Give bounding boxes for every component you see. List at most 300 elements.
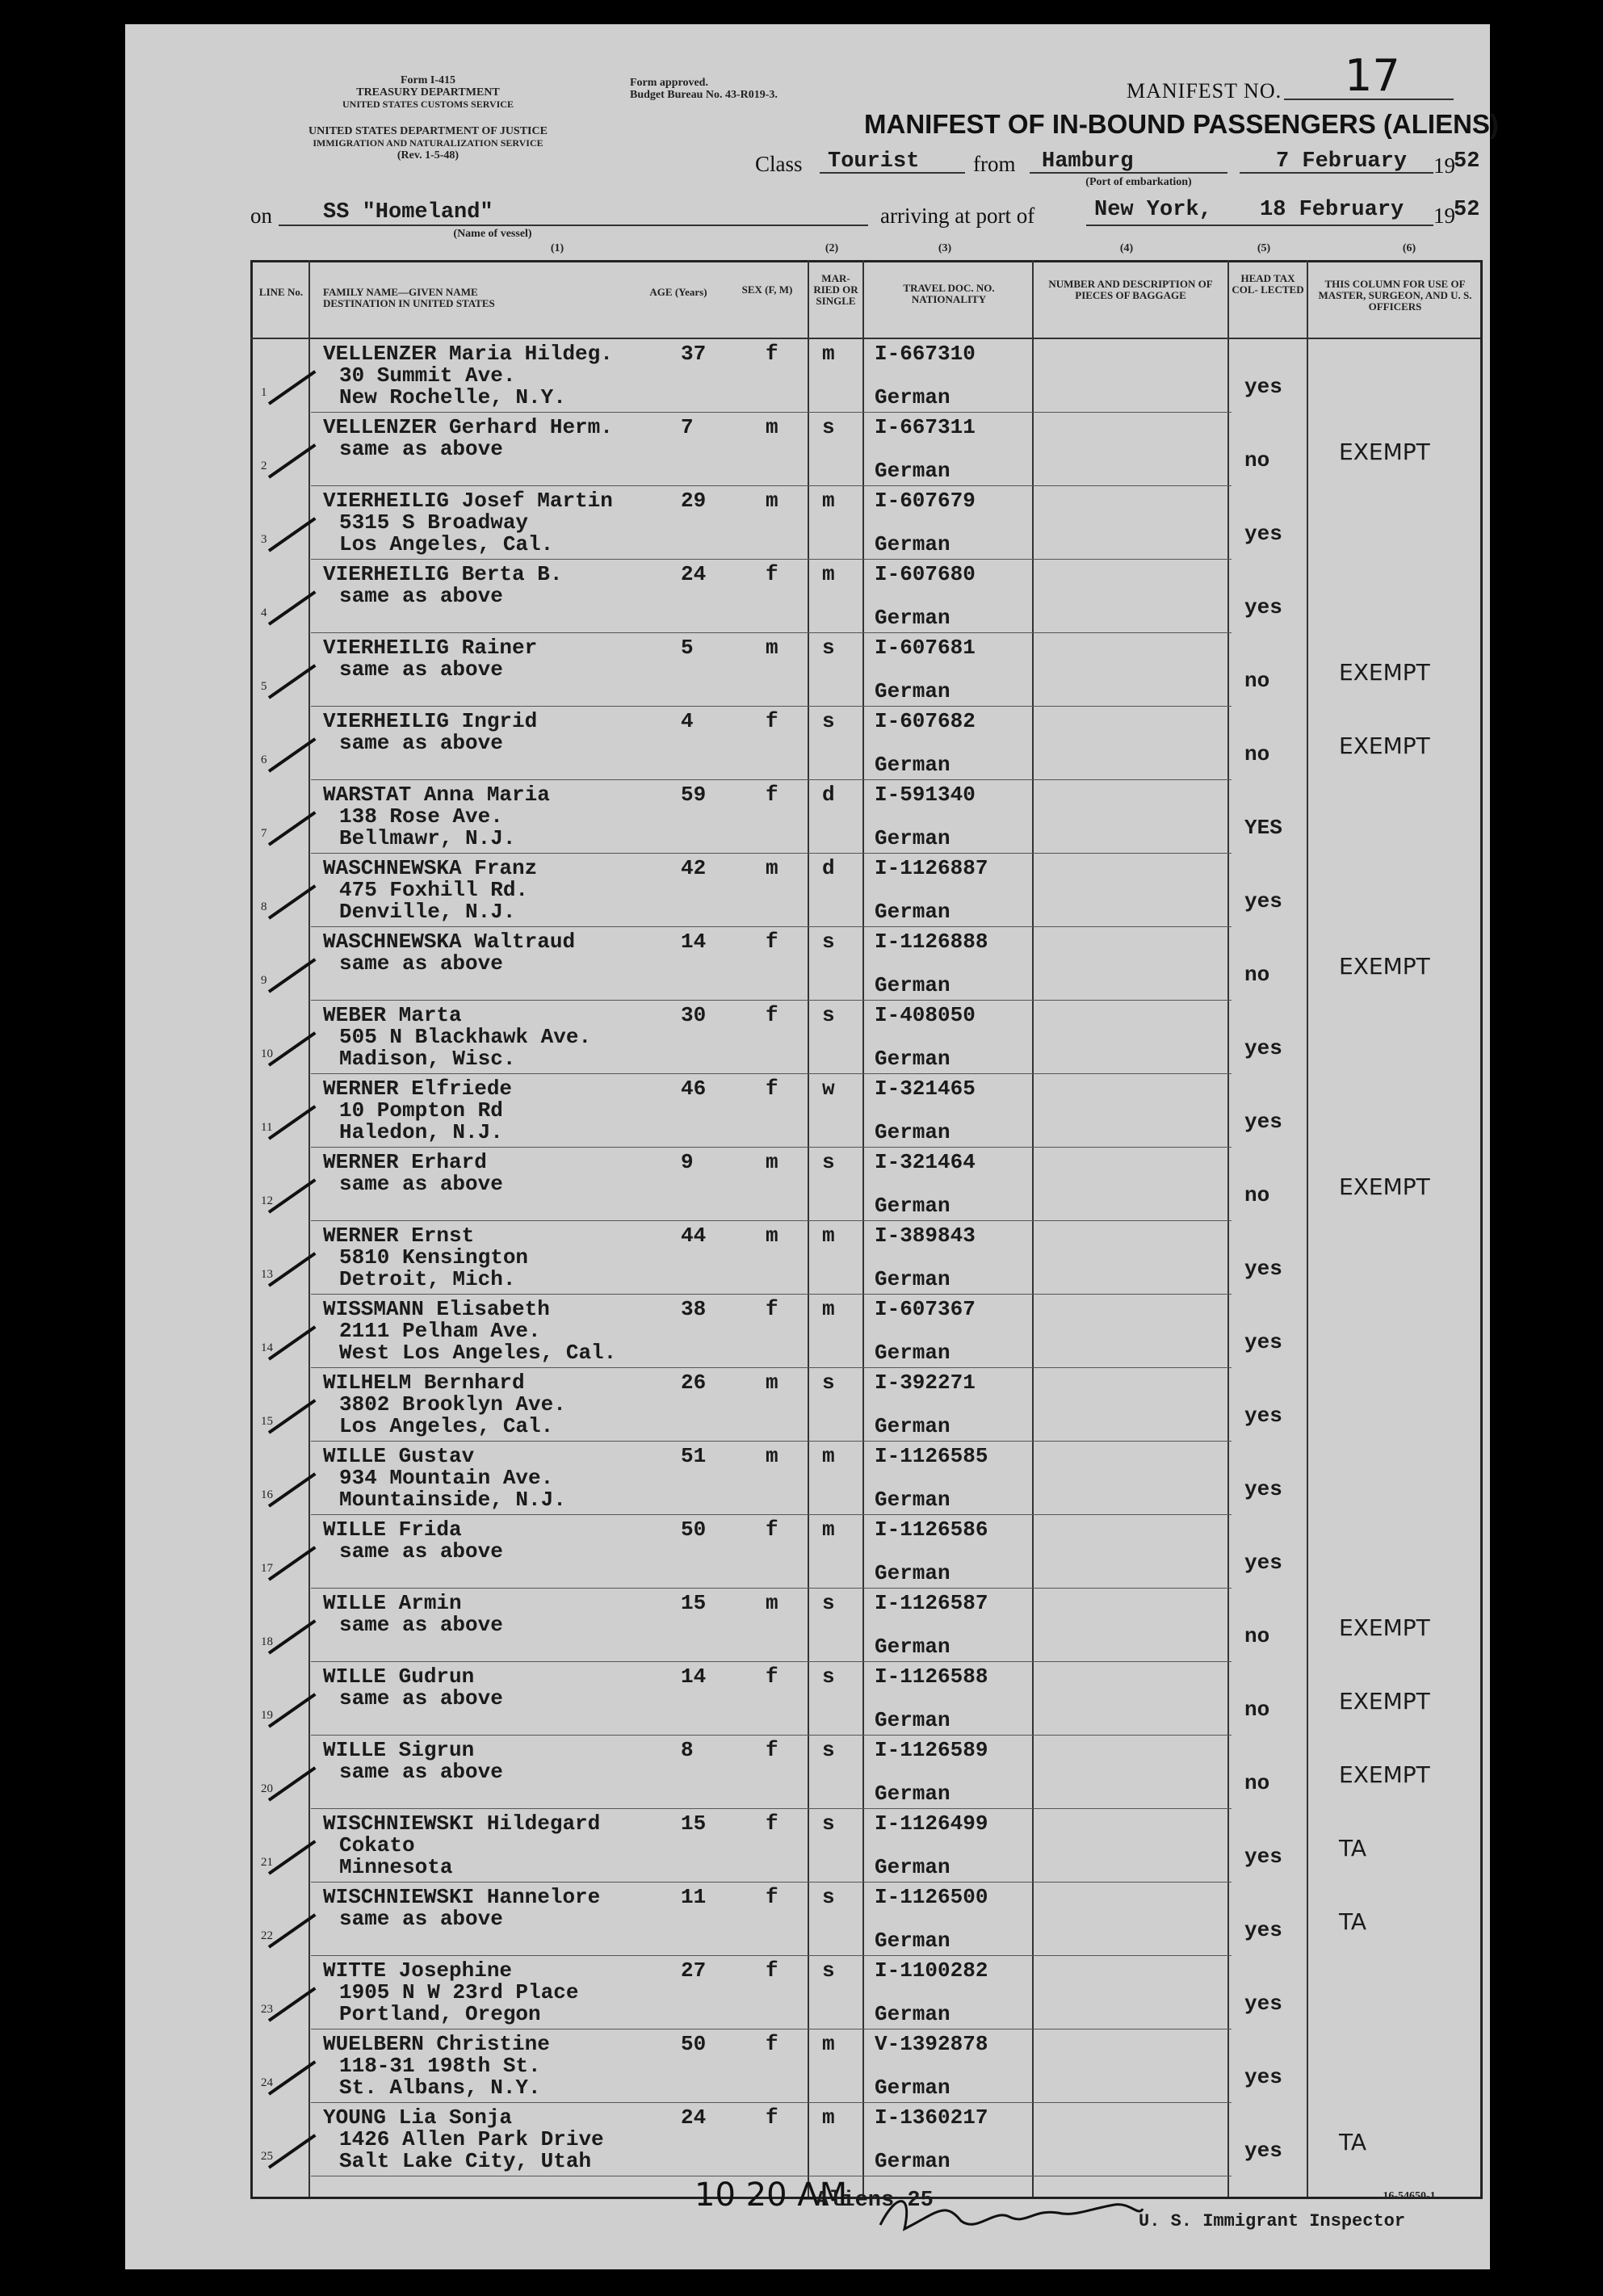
officer-note: EXEMPT <box>1339 1173 1430 1200</box>
manifest-no-label: MANIFEST NO. <box>1127 79 1282 103</box>
address-line-2: Salt Lake City, Utah <box>339 2149 592 2173</box>
line-number: 8 <box>261 900 267 913</box>
officer-note: EXEMPT <box>1339 1614 1430 1641</box>
age: 15 <box>681 1591 707 1615</box>
header-age: AGE (Years) <box>649 286 707 298</box>
table-row <box>253 413 1480 486</box>
line-number: 11 <box>261 1121 273 1134</box>
nationality: German <box>875 1855 950 1879</box>
checkmark <box>268 517 317 552</box>
marital-status: w <box>822 1077 835 1101</box>
table-row <box>253 1515 1480 1589</box>
line-number: 22 <box>261 1929 273 1942</box>
table-row <box>253 707 1480 780</box>
checkmark <box>268 1325 317 1360</box>
sex: f <box>766 342 778 366</box>
checkmark <box>268 1105 317 1140</box>
checkmark <box>268 1252 317 1287</box>
col-marker-1: (1) <box>550 242 564 254</box>
marital-status: s <box>822 1811 835 1836</box>
passenger-name: WERNER Ernst <box>323 1224 475 1248</box>
passenger-name: WILLE Gustav <box>323 1444 475 1468</box>
officer-note: EXEMPT <box>1339 732 1430 759</box>
address-line-1: same as above <box>339 1760 503 1784</box>
marital-status: m <box>822 562 835 586</box>
head-tax: yes <box>1244 2139 1282 2163</box>
travel-doc-no: I-607682 <box>875 709 976 733</box>
nationality: German <box>875 1635 950 1659</box>
marital-status: d <box>822 856 835 880</box>
head-tax: yes <box>1244 1551 1282 1575</box>
col-marker-5: (5) <box>1257 242 1271 254</box>
line-number: 23 <box>261 2003 273 2016</box>
officer-note: TA <box>1339 1835 1367 1862</box>
arriving-label: arriving at port of <box>880 204 1035 228</box>
sex: f <box>766 1664 778 1689</box>
marital-status: m <box>822 1444 835 1468</box>
nationality: German <box>875 1267 950 1291</box>
line-number: 25 <box>261 2150 273 2163</box>
arrival-port: New York, <box>1094 198 1212 222</box>
head-tax: yes <box>1244 595 1282 619</box>
officer-note: EXEMPT <box>1339 439 1430 465</box>
officer-note: EXEMPT <box>1339 659 1430 686</box>
departure-year-prefix: 19 <box>1433 153 1455 178</box>
travel-doc-no: I-607367 <box>875 1297 976 1321</box>
table-row <box>253 2029 1480 2103</box>
officer-note: EXEMPT <box>1339 1761 1430 1788</box>
age: 14 <box>681 930 707 954</box>
age: 59 <box>681 783 707 807</box>
passenger-name: WERNER Elfriede <box>323 1077 513 1101</box>
passenger-name: WUELBERN Christine <box>323 2032 550 2056</box>
nationality: German <box>875 826 950 850</box>
age: 9 <box>681 1150 694 1174</box>
rev-label: (Rev. 1-5-48) <box>397 149 459 162</box>
address-line-1: same as above <box>339 437 503 461</box>
table-row <box>253 1956 1480 2029</box>
footer-form-code: 16-54650-1 <box>1383 2190 1436 2202</box>
line-number: 4 <box>261 607 267 619</box>
treasury-label: TREASURY DEPARTMENT <box>356 86 500 99</box>
age: 42 <box>681 856 707 880</box>
address-line-2: St. Albans, N.Y. <box>339 2076 541 2100</box>
address-line-1: 934 Mountain Ave. <box>339 1466 554 1490</box>
travel-doc-no: I-591340 <box>875 783 976 807</box>
sex: f <box>766 2032 778 2056</box>
address-line-2: Denville, N.J. <box>339 900 516 924</box>
marital-status: s <box>822 636 835 660</box>
line-number: 15 <box>261 1415 273 1428</box>
checkmark <box>268 1840 317 1874</box>
passenger-name: VIERHEILIG Ingrid <box>323 709 538 733</box>
table-row <box>253 1295 1480 1368</box>
checkmark <box>268 1619 317 1654</box>
head-tax: yes <box>1244 889 1282 913</box>
age: 38 <box>681 1297 707 1321</box>
table-row <box>253 780 1480 854</box>
nationality: German <box>875 1708 950 1732</box>
nationality: German <box>875 1561 950 1585</box>
address-line-1: 138 Rose Ave. <box>339 804 503 829</box>
nationality: German <box>875 1120 950 1144</box>
head-tax: yes <box>1244 1330 1282 1354</box>
address-line-1: 30 Summit Ave. <box>339 363 516 388</box>
officer-note: EXEMPT <box>1339 1688 1430 1715</box>
passenger-name: WERNER Erhard <box>323 1150 487 1174</box>
address-line-2: West Los Angeles, Cal. <box>339 1341 617 1365</box>
sex: m <box>766 489 778 513</box>
passenger-name: WISCHNIEWSKI Hildegard <box>323 1811 601 1836</box>
travel-doc-no: I-607681 <box>875 636 976 660</box>
line-number: 21 <box>261 1856 273 1869</box>
table-row <box>253 1589 1480 1662</box>
header-married: MAR- RIED OR SINGLE <box>813 272 858 307</box>
table-row <box>253 1809 1480 1883</box>
passenger-name: WASCHNEWSKA Franz <box>323 856 538 880</box>
officer-note: EXEMPT <box>1339 953 1430 980</box>
age: 8 <box>681 1738 694 1762</box>
travel-doc-no: I-1126887 <box>875 856 988 880</box>
age: 11 <box>681 1885 707 1909</box>
line-number: 24 <box>261 2076 273 2089</box>
travel-doc-no: I-1126888 <box>875 930 988 954</box>
sex: f <box>766 1738 778 1762</box>
age: 15 <box>681 1811 707 1836</box>
age: 24 <box>681 562 707 586</box>
nationality: German <box>875 1488 950 1512</box>
passenger-name: VIERHEILIG Rainer <box>323 636 538 660</box>
table-row <box>253 560 1480 633</box>
line-number: 10 <box>261 1047 273 1060</box>
nationality: German <box>875 973 950 997</box>
head-tax: no <box>1244 1183 1270 1207</box>
header-head-tax: HEAD TAX COL- LECTED <box>1232 272 1304 296</box>
marital-status: s <box>822 1150 835 1174</box>
checkmark <box>268 2134 317 2168</box>
nationality: German <box>875 459 950 483</box>
travel-doc-no: I-1126499 <box>875 1811 988 1836</box>
head-tax: no <box>1244 963 1270 987</box>
address-line-1: 475 Foxhill Rd. <box>339 878 529 902</box>
passenger-name: WISSMANN Elisabeth <box>323 1297 550 1321</box>
nationality: German <box>875 385 950 409</box>
address-line-2: Minnesota <box>339 1855 453 1879</box>
line-number: 18 <box>261 1635 273 1648</box>
vessel-caption: (Name of vessel) <box>453 228 532 240</box>
age: 24 <box>681 2105 707 2130</box>
address-line-2: Bellmawr, N.J. <box>339 826 516 850</box>
table-row <box>253 2103 1480 2176</box>
checkmark <box>268 664 317 699</box>
age: 14 <box>681 1664 707 1689</box>
marital-status: s <box>822 930 835 954</box>
nationality: German <box>875 1414 950 1438</box>
line-number: 6 <box>261 753 267 766</box>
passenger-name: VELLENZER Maria Hildeg. <box>323 342 613 366</box>
sex: f <box>766 1297 778 1321</box>
footer-inspector: U. S. Immigrant Inspector <box>1139 2211 1406 2231</box>
passenger-name: WARSTAT Anna Maria <box>323 783 550 807</box>
head-tax: YES <box>1244 816 1282 840</box>
address-line-1: same as above <box>339 584 503 608</box>
table-row <box>253 633 1480 707</box>
address-line-1: 1905 N W 23rd Place <box>339 1980 579 2004</box>
travel-doc-no: I-1126500 <box>875 1885 988 1909</box>
passenger-name: WILHELM Bernhard <box>323 1370 525 1395</box>
line-number: 17 <box>261 1562 273 1575</box>
approved-label: Form approved. <box>630 77 708 89</box>
passenger-name: WITTE Josephine <box>323 1958 513 1983</box>
address-line-1: 5810 Kensington <box>339 1245 529 1270</box>
nationality: German <box>875 2002 950 2026</box>
age: 4 <box>681 709 694 733</box>
address-line-2: Portland, Oregon <box>339 2002 541 2026</box>
address-line-2: Madison, Wisc. <box>339 1047 516 1071</box>
class-value: Tourist <box>828 149 920 174</box>
line-number: 1 <box>261 386 267 399</box>
sex: f <box>766 2105 778 2130</box>
age: 37 <box>681 342 707 366</box>
nationality: German <box>875 1341 950 1365</box>
vessel-name: SS "Homeland" <box>323 200 493 225</box>
passenger-name: YOUNG Lia Sonja <box>323 2105 513 2130</box>
marital-status: m <box>822 1224 835 1248</box>
head-tax: no <box>1244 1698 1270 1722</box>
address-line-1: same as above <box>339 657 503 682</box>
table-row <box>253 1736 1480 1809</box>
header-baggage: NUMBER AND DESCRIPTION OF PIECES OF BAGGAGE <box>1048 278 1213 301</box>
checkmark <box>268 1693 317 1727</box>
passenger-name: VELLENZER Gerhard Herm. <box>323 415 613 439</box>
officer-note: TA <box>1339 2129 1367 2155</box>
head-tax: yes <box>1244 522 1282 546</box>
head-tax: no <box>1244 669 1270 693</box>
col-marker-3: (3) <box>938 242 952 254</box>
passenger-name: WISCHNIEWSKI Hannelore <box>323 1885 601 1909</box>
checkmark <box>268 2060 317 2095</box>
table-row <box>253 339 1480 413</box>
sex: f <box>766 930 778 954</box>
address-line-2: Haledon, N.J. <box>339 1120 503 1144</box>
sex: f <box>766 562 778 586</box>
sex: f <box>766 1517 778 1542</box>
sex: m <box>766 1150 778 1174</box>
address-line-1: same as above <box>339 1613 503 1637</box>
travel-doc-no: I-392271 <box>875 1370 976 1395</box>
departure-year: 52 <box>1454 149 1480 174</box>
justice-label: UNITED STATES DEPARTMENT OF JUSTICE <box>308 125 548 137</box>
sex: m <box>766 1224 778 1248</box>
nationality: German <box>875 1929 950 1953</box>
marital-status: s <box>822 1664 835 1689</box>
checkmark <box>268 443 317 478</box>
age: 44 <box>681 1224 707 1248</box>
head-tax: yes <box>1244 1404 1282 1428</box>
table-row <box>253 1148 1480 1221</box>
marital-status: m <box>822 2105 835 2130</box>
header-name: FAMILY NAME—GIVEN NAME DESTINATION IN UNITED STATES <box>323 286 495 309</box>
age: 30 <box>681 1003 707 1027</box>
address-line-1: same as above <box>339 731 503 755</box>
passenger-name: WILLE Gudrun <box>323 1664 475 1689</box>
nationality: German <box>875 679 950 703</box>
checkmark <box>268 1987 317 2021</box>
address-line-2: Mountainside, N.J. <box>339 1488 566 1512</box>
head-tax: yes <box>1244 1918 1282 1942</box>
address-line-2: Los Angeles, Cal. <box>339 532 554 556</box>
col-marker-4: (4) <box>1119 242 1134 254</box>
line-number: 5 <box>261 680 267 693</box>
age: 7 <box>681 415 694 439</box>
head-tax: yes <box>1244 1845 1282 1869</box>
table-row <box>253 1001 1480 1074</box>
address-line-1: same as above <box>339 1172 503 1196</box>
form-number: Form I-415 <box>400 74 456 86</box>
marital-status: s <box>822 1885 835 1909</box>
checkmark <box>268 1766 317 1801</box>
passenger-name: VIERHEILIG Josef Martin <box>323 489 613 513</box>
sex: m <box>766 636 778 660</box>
sex: f <box>766 1003 778 1027</box>
line-number: 16 <box>261 1488 273 1501</box>
embarkation-caption: (Port of embarkation) <box>1085 176 1192 188</box>
travel-doc-no: I-1126586 <box>875 1517 988 1542</box>
checkmark <box>268 1913 317 1948</box>
nationality: German <box>875 900 950 924</box>
travel-doc-no: V-1392878 <box>875 2032 988 2056</box>
address-line-1: 1426 Allen Park Drive <box>339 2127 604 2151</box>
arrival-date: 18 February <box>1260 198 1404 222</box>
marital-status: s <box>822 1370 835 1395</box>
checkmark <box>268 590 317 625</box>
marital-status: m <box>822 1517 835 1542</box>
inspector-signature <box>872 2185 1147 2241</box>
marital-status: m <box>822 342 835 366</box>
checkmark <box>268 811 317 846</box>
passenger-name: WEBER Marta <box>323 1003 462 1027</box>
address-line-1: 10 Pompton Rd <box>339 1098 503 1123</box>
table-row <box>253 1883 1480 1956</box>
sex: f <box>766 709 778 733</box>
marital-status: m <box>822 489 835 513</box>
class-label: Class <box>755 152 803 176</box>
marital-status: m <box>822 2032 835 2056</box>
address-line-1: 118-31 198th St. <box>339 2054 541 2078</box>
table-row <box>253 1368 1480 1442</box>
age: 50 <box>681 1517 707 1542</box>
checkmark <box>268 1178 317 1213</box>
head-tax: yes <box>1244 375 1282 399</box>
nationality: German <box>875 606 950 630</box>
age: 50 <box>681 2032 707 2056</box>
marital-status: s <box>822 1738 835 1762</box>
travel-doc-no: I-1100282 <box>875 1958 988 1983</box>
address-line-2: Los Angeles, Cal. <box>339 1414 554 1438</box>
nationality: German <box>875 2076 950 2100</box>
arrival-year-prefix: 19 <box>1433 204 1455 228</box>
age: 51 <box>681 1444 707 1468</box>
passenger-name: VIERHEILIG Berta B. <box>323 562 563 586</box>
nationality: German <box>875 1047 950 1071</box>
marital-status: m <box>822 1297 835 1321</box>
table-row <box>253 927 1480 1001</box>
col-marker-6: (6) <box>1402 242 1416 254</box>
nationality: German <box>875 1194 950 1218</box>
manifest-title: MANIFEST OF IN-BOUND PASSENGERS (ALIENS) <box>864 109 1499 139</box>
travel-doc-no: I-321465 <box>875 1077 976 1101</box>
age: 5 <box>681 636 694 660</box>
age: 27 <box>681 1958 707 1983</box>
head-tax: yes <box>1244 1110 1282 1134</box>
travel-doc-no: I-667311 <box>875 415 976 439</box>
ins-label: IMMIGRATION AND NATURALIZATION SERVICE <box>313 137 543 149</box>
nationality: German <box>875 2149 950 2173</box>
travel-doc-no: I-389843 <box>875 1224 976 1248</box>
table-row <box>253 1074 1480 1148</box>
age: 26 <box>681 1370 707 1395</box>
head-tax: yes <box>1244 1992 1282 2016</box>
officer-note: TA <box>1339 1908 1367 1935</box>
table-row <box>253 1442 1480 1515</box>
checkmark <box>268 1031 317 1066</box>
head-tax: no <box>1244 1624 1270 1648</box>
sex: m <box>766 1591 778 1615</box>
marital-status: s <box>822 1958 835 1983</box>
from-label: from <box>973 152 1016 176</box>
sex: f <box>766 1077 778 1101</box>
address-line-1: same as above <box>339 951 503 976</box>
travel-doc-no: I-408050 <box>875 1003 976 1027</box>
address-line-2: Detroit, Mich. <box>339 1267 516 1291</box>
address-line-2: New Rochelle, N.Y. <box>339 385 566 409</box>
from-value: Hamburg <box>1042 149 1134 174</box>
address-line-1: 2111 Pelham Ave. <box>339 1319 541 1343</box>
nationality: German <box>875 532 950 556</box>
sex: m <box>766 1370 778 1395</box>
marital-status: s <box>822 415 835 439</box>
head-tax: no <box>1244 1771 1270 1795</box>
address-line-1: 5315 S Broadway <box>339 510 529 535</box>
line-number: 13 <box>261 1268 273 1281</box>
sex: f <box>766 1885 778 1909</box>
travel-doc-no: I-667310 <box>875 342 976 366</box>
address-line-1: Cokato <box>339 1833 415 1857</box>
checkmark <box>268 737 317 772</box>
header-sex: SEX (F, M) <box>741 283 793 296</box>
travel-doc-no: I-1126589 <box>875 1738 988 1762</box>
line-number: 9 <box>261 974 267 987</box>
head-tax: yes <box>1244 2065 1282 2089</box>
head-tax: yes <box>1244 1257 1282 1281</box>
age: 29 <box>681 489 707 513</box>
head-tax: no <box>1244 742 1270 766</box>
header-line-no: LINE No. <box>258 286 304 298</box>
head-tax: yes <box>1244 1477 1282 1501</box>
head-tax: yes <box>1244 1036 1282 1060</box>
marital-status: d <box>822 783 835 807</box>
travel-doc-no: I-1360217 <box>875 2105 988 2130</box>
budget-label: Budget Bureau No. 43-R019-3. <box>630 89 778 101</box>
line-number: 20 <box>261 1782 273 1795</box>
line-number: 3 <box>261 533 267 546</box>
checkmark <box>268 1546 317 1580</box>
sex: f <box>766 1811 778 1836</box>
manifest-number: 17 <box>1345 50 1400 101</box>
customs-label: UNITED STATES CUSTOMS SERVICE <box>342 99 514 110</box>
checkmark <box>268 884 317 919</box>
sex: m <box>766 1444 778 1468</box>
